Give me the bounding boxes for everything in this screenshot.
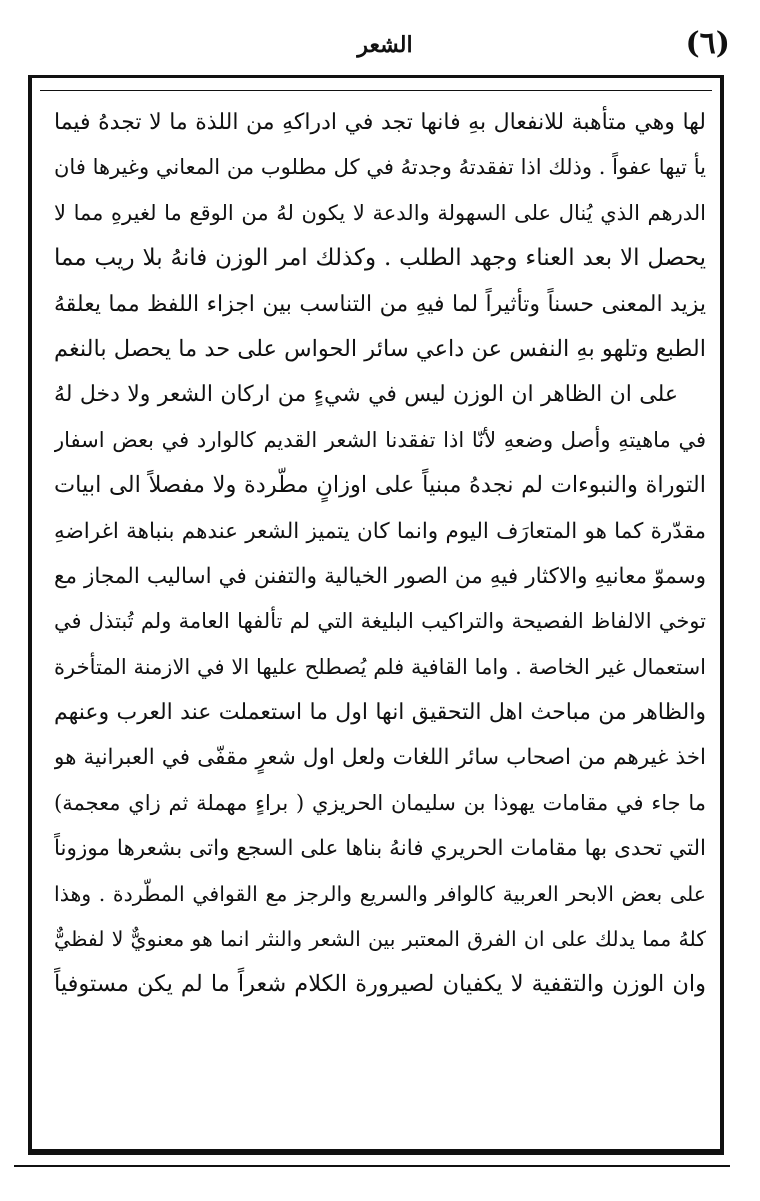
text-line: التي تحدى بها مقامات الحريري فانهُ بناها على السجع واتى بشعرها موزوناً [54, 836, 706, 862]
text-line: كلهُ مما يدلك على ان الفرق المعتبر بين الشعر والنثر انما هو معنويٌّ لا لفظيٌّ [54, 927, 706, 952]
page-header [40, 20, 730, 70]
text-line: على بعض الابحر العربية كالوافر والسريع والرجز مع القوافي المطّردة . وهذا [54, 881, 706, 906]
top-rule [40, 90, 712, 91]
text-line: التوراة والنبوءات لم نجدهُ مبنياً على اوزانٍ مطّردة ولا مفصلاً الى ابيات [54, 472, 706, 499]
page-number: (٦) [685, 26, 730, 61]
text-line: ما جاء في مقامات يهوذا بن سليمان الحريزي ( براءٍ مهملة ثم زاي معجمة) [54, 790, 706, 815]
text-line: والظاهر من مباحث اهل التحقيق انها اول ما استعملت عند العرب وعنهم [54, 700, 706, 726]
text-line: يأ تيها عفواً . وذلك اذا تفقدتهُ وجدتهُ في كل مطلوب من المعاني وغيرها فان [54, 155, 706, 180]
text-line: وان الوزن والتقفية لا يكفيان لصيرورة الكلام شعراً ما لم يكن مستوفياً [54, 971, 706, 998]
text-line: لها وهي متأهبة للانفعال بهِ فانها تجد في ادراكهِ من اللذة ما لا تجدهُ فيما [54, 110, 706, 135]
text-line: مقدّرة كما هو المتعارَف اليوم وانما كان يتميز الشعر عندهم بنباهة اغراضهِ [54, 518, 706, 544]
body-text [54, 100, 706, 1139]
text-line: يحصل الا بعد العناء وجهد الطلب . وكذلك امر الوزن فانهُ بلا ريب مما [54, 245, 706, 272]
text-line: الدرهم الذي يُنال على السهولة والدعة لا يكون لهُ من الوقع ما لغيرهِ مما لا [54, 200, 706, 225]
text-line: وسموّ معانيهِ والاكثار فيهِ من الصور الخيالية والتفنن في اساليب المجاز مع [54, 563, 706, 589]
text-line: يزيد المعنى حسناً وتأثيراً لما فيهِ من التناسب بين اجزاء اللفظ مما يعلقهُ [54, 291, 706, 317]
text-line: اخذ غيرهم من اصحاب سائر اللغات ولعل اول شعرٍ مقفّى في العبرانية هو [54, 745, 706, 771]
text-frame [28, 75, 724, 1155]
text-line: استعمال غير الخاصة . واما القافية فلم يُصطلح عليها الا في الازمنة المتأخرة [54, 654, 706, 679]
running-title: الشعر [357, 32, 413, 58]
bottom-rule [14, 1165, 730, 1167]
text-line: توخي الالفاظ الفصيحة والتراكيب البليغة التي لم تألفها العامة ولم تُبتذل في [54, 609, 706, 634]
text-line: على ان الظاهر ان الوزن ليس في شيءٍ من اركان الشعر ولا دخل لهُ [54, 382, 678, 408]
text-line: في ماهيتهِ وأصل وضعهِ لأنّا اذا تفقدنا الشعر القديم كالوارد في بعض اسفار [54, 427, 706, 452]
text-line: الطبع وتلهو بهِ النفس عن داعي سائر الحواس على حد ما يحصل بالنغم [54, 335, 706, 362]
